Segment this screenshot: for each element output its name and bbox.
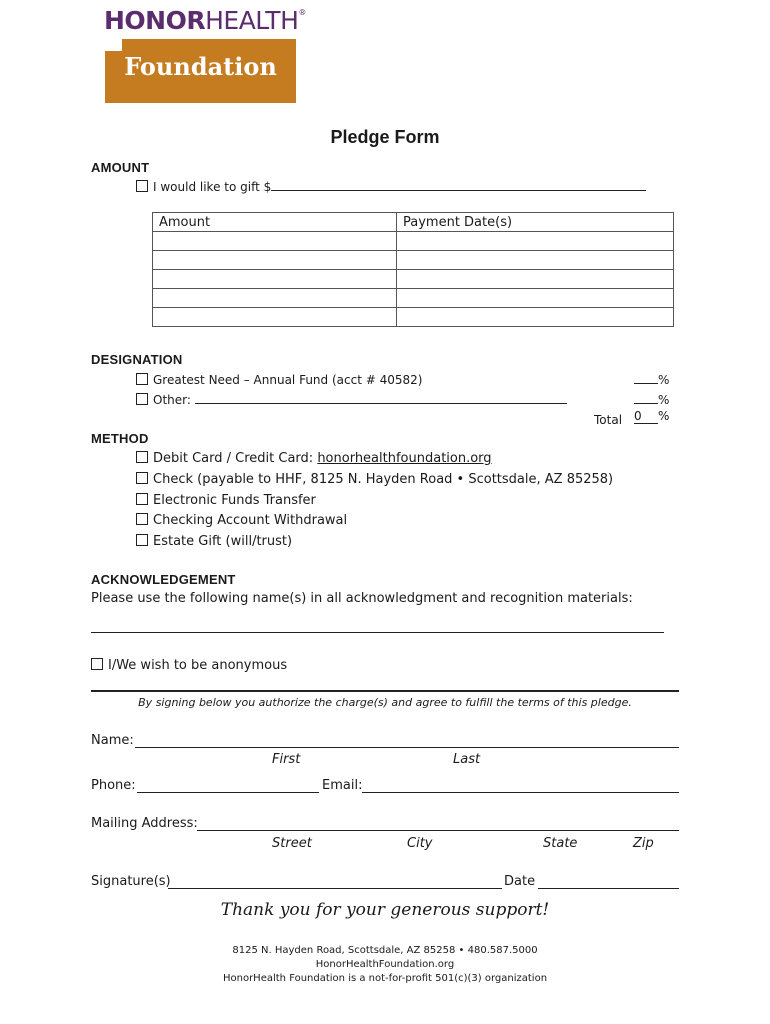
city-caption: City xyxy=(407,836,433,851)
logo-notch xyxy=(105,39,122,51)
eft-checkbox[interactable] xyxy=(136,493,148,505)
thank-you-message: Thank you for your generous support! xyxy=(220,900,550,920)
payment-date-cell[interactable] xyxy=(397,270,674,289)
name-field[interactable] xyxy=(135,747,679,748)
other-percent-field[interactable] xyxy=(634,403,658,404)
eft-label: Electronic Funds Transfer xyxy=(153,493,316,508)
state-caption: State xyxy=(543,836,578,851)
foundation-website-link[interactable]: honorhealthfoundation.org xyxy=(317,451,492,466)
zip-caption: Zip xyxy=(633,836,654,851)
footer-website: HonorHealthFoundation.org xyxy=(315,959,455,970)
payment-date-cell[interactable] xyxy=(397,251,674,270)
date-label: Date xyxy=(504,874,536,889)
anonymous-checkbox[interactable] xyxy=(91,658,103,670)
total-percent xyxy=(634,409,669,424)
table-row xyxy=(153,308,674,327)
checking-label: Checking Account Withdrawal xyxy=(153,513,348,528)
mailing-address-field[interactable] xyxy=(197,830,679,831)
amount-cell[interactable] xyxy=(153,251,397,270)
checking-checkbox[interactable] xyxy=(136,513,148,525)
method-check-option xyxy=(136,472,613,487)
amount-cell[interactable] xyxy=(153,270,397,289)
signature-field[interactable] xyxy=(168,888,502,889)
footer-address: 8125 N. Hayden Road, Scottsdale, AZ 85258 • 480.587.5000 xyxy=(232,945,538,956)
greatest-need-label: Greatest Need – Annual Fund (acct # 40582) xyxy=(153,373,423,387)
other-option xyxy=(136,393,567,407)
acknowledgement-name-field[interactable] xyxy=(91,632,664,633)
designation-heading: DESIGNATION xyxy=(91,352,183,367)
payment-date-column-header: Payment Date(s) xyxy=(397,213,674,232)
brand-logo-text: HONORHEALTH® xyxy=(104,6,306,35)
anonymous-option xyxy=(91,658,287,673)
last-name-caption: Last xyxy=(453,752,481,767)
percent-sign: % xyxy=(658,409,670,423)
acknowledgement-heading: ACKNOWLEDGEMENT xyxy=(91,572,236,587)
method-card-option xyxy=(136,451,492,466)
amount-cell[interactable] xyxy=(153,308,397,327)
gift-label: I would like to gift $ xyxy=(153,180,272,194)
pledge-schedule-table xyxy=(152,212,674,327)
method-heading: METHOD xyxy=(91,431,149,446)
first-name-caption: First xyxy=(272,752,301,767)
footer-nonprofit: HonorHealth Foundation is a not-for-profit 501(c)(3) organization xyxy=(222,973,548,984)
email-field[interactable] xyxy=(362,792,679,793)
percent-sign: % xyxy=(658,393,670,407)
payment-date-cell[interactable] xyxy=(397,308,674,327)
method-eft-option xyxy=(136,493,316,508)
other-percent xyxy=(634,393,669,407)
card-label: Debit Card / Credit Card: xyxy=(153,451,318,466)
check-checkbox[interactable] xyxy=(136,472,148,484)
greatest-need-percent-field[interactable] xyxy=(634,383,658,384)
method-estate-option xyxy=(136,534,292,549)
email-label: Email: xyxy=(322,778,363,793)
gift-amount-field[interactable] xyxy=(271,190,646,191)
other-checkbox[interactable] xyxy=(136,393,148,405)
gift-checkbox[interactable] xyxy=(136,180,148,192)
date-field[interactable] xyxy=(538,888,679,889)
percent-sign: % xyxy=(658,373,670,387)
amount-cell[interactable] xyxy=(153,232,397,251)
authorization-statement: By signing below you authorize the charge(s) and agree to fulfill the terms of this pledge. xyxy=(138,696,632,709)
estate-checkbox[interactable] xyxy=(136,534,148,546)
section-divider xyxy=(91,690,679,692)
greatest-need-option xyxy=(136,373,422,387)
greatest-need-percent xyxy=(634,373,669,387)
total-value: 0 xyxy=(634,409,658,424)
table-row xyxy=(153,270,674,289)
anonymous-label: I/We wish to be anonymous xyxy=(108,658,288,673)
page-title: Pledge Form xyxy=(330,127,440,147)
mailing-address-label: Mailing Address: xyxy=(91,816,198,831)
phone-label: Phone: xyxy=(91,778,136,793)
method-checking-option xyxy=(136,513,347,528)
amount-cell[interactable] xyxy=(153,289,397,308)
foundation-logo-text: Foundation xyxy=(124,52,277,81)
amount-column-header: Amount xyxy=(153,213,397,232)
payment-date-cell[interactable] xyxy=(397,232,674,251)
table-row xyxy=(153,251,674,270)
table-header-row xyxy=(153,213,674,232)
other-label: Other: xyxy=(153,393,191,407)
signature-label: Signature(s) xyxy=(91,874,171,889)
street-caption: Street xyxy=(272,836,312,851)
other-designation-field[interactable] xyxy=(195,403,567,404)
estate-label: Estate Gift (will/trust) xyxy=(153,534,293,549)
greatest-need-checkbox[interactable] xyxy=(136,373,148,385)
acknowledgement-instructions: Please use the following name(s) in all acknowledgment and recognition materials: xyxy=(91,591,633,606)
gift-amount-row xyxy=(136,180,646,194)
name-label: Name: xyxy=(91,733,134,748)
table-row xyxy=(153,289,674,308)
table-row xyxy=(153,232,674,251)
total-label: Total xyxy=(594,413,623,427)
phone-field[interactable] xyxy=(137,792,319,793)
card-checkbox[interactable] xyxy=(136,451,148,463)
payment-date-cell[interactable] xyxy=(397,289,674,308)
amount-heading: AMOUNT xyxy=(91,160,150,175)
check-label: Check (payable to HHF, 8125 N. Hayden Road • Scottsdale, AZ 85258) xyxy=(153,472,614,487)
